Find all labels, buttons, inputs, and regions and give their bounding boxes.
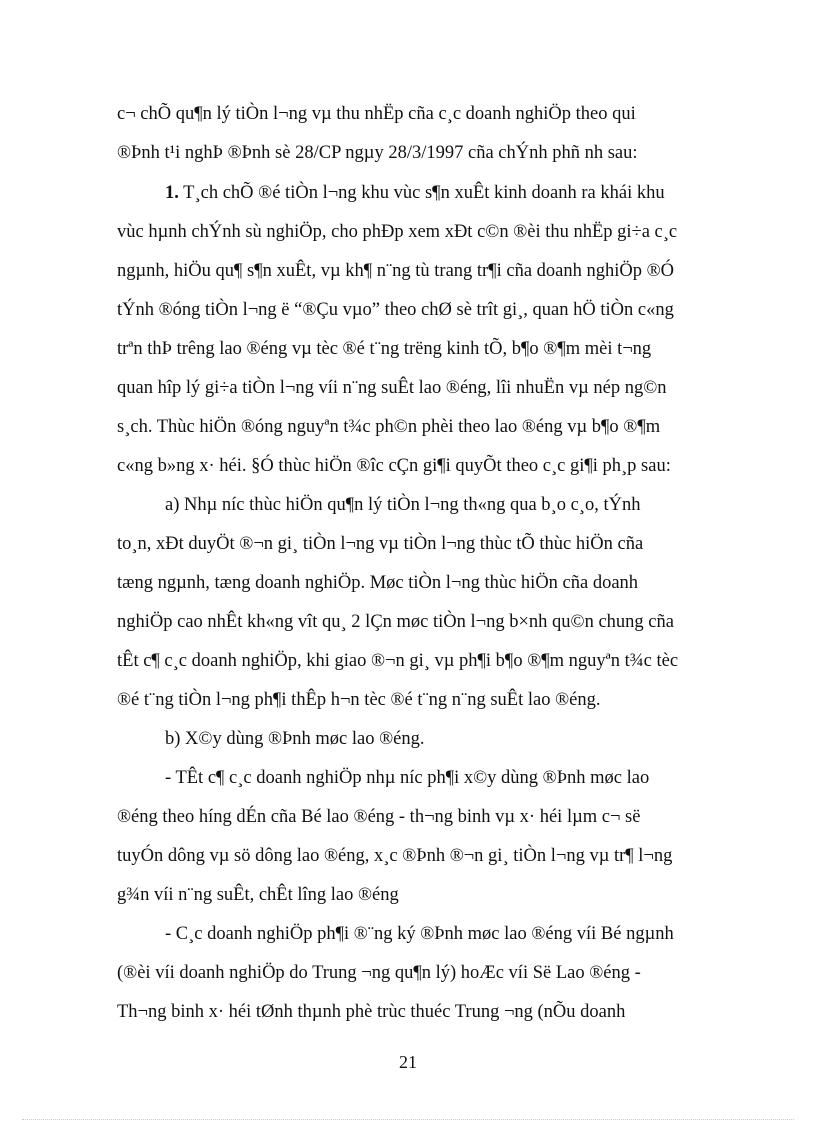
text-line: ®Þnh t¹i nghÞ ®Þnh sè 28/CP ngµy 28/3/1997 cña chÝnh phñ nh sau: — [117, 143, 638, 163]
text-line: to¸n, xÐt duyÖt ®¬n gi¸ tiÒn l¬ng vµ tiÒn l¬ng thùc tÕ thùc hiÖn cña — [117, 534, 644, 554]
text-line: s¸ch. Thùc hiÖn ®óng nguyªn t¾c ph©n phèi theo lao ®éng vµ b¶o ®¶m — [117, 417, 661, 437]
text-line: g¾n víi n¨ng suÊt, chÊt lîng lao ®éng — [117, 885, 399, 905]
text-line: a) Nhµ níc thùc hiÖn qu¶n lý tiÒn l¬ng th«ng qua b¸o c¸o, tÝnh — [165, 495, 641, 515]
text-line: c¬ chÕ qu¶n lý tiÒn l¬ng vµ thu nhËp cña c¸c doanh nghiÖp theo qui — [117, 104, 636, 124]
text-line: T¸ch chÕ ®é tiÒn l¬ng khu vùc s¶n xuÊt kinh doanh ra khái khu — [183, 183, 665, 203]
text-line: tÝnh ®óng tiÒn l¬ng ë “®Çu vµo” theo chØ sè trît gi¸, quan hÖ tiÒn c«ng — [117, 300, 674, 320]
text-line: quan hîp lý gi÷a tiÒn l¬ng víi n¨ng suÊt lao ®éng, lîi nhuËn vµ nép ng©n — [117, 378, 667, 398]
text-line: (®èi víi doanh nghiÖp do Trung ¬ng qu¶n lý) hoÆc víi Së Lao ®éng - — [117, 963, 641, 983]
text-line: tuyÓn dông vµ sö dông lao ®éng, x¸c ®Þnh ®¬n gi¸ tiÒn l¬ng vµ tr¶ l¬ng — [117, 846, 673, 866]
text-line: tæng ngµnh, tæng doanh nghiÖp. Møc tiÒn l¬ng thùc hiÖn cña doanh — [117, 573, 639, 593]
text-line: - C¸c doanh nghiÖp ph¶i ®¨ng ký ®Þnh møc lao ®éng víi Bé ngµnh — [165, 924, 674, 944]
text-line: c«ng b»ng x· héi. §Ó thùc hiÖn ®îc cÇn gi¶i quyÕt theo c¸c gi¶i ph¸p sau: — [117, 456, 671, 476]
paragraph-number: 1. — [165, 183, 179, 203]
text-line: b) X©y dùng ®Þnh møc lao ®éng. — [165, 729, 425, 749]
page-bottom-divider — [22, 1119, 794, 1120]
text-line: vùc hµnh chÝnh sù nghiÖp, cho phÐp xem xÐt c©n ®èi thu nhËp gi÷a c¸c — [117, 222, 678, 242]
numbered-paragraph-line — [165, 182, 697, 204]
text-line: trªn thÞ trêng lao ®éng vµ tèc ®é t¨ng trëng kinh tÕ, b¶o ®¶m mèi t¬ng — [117, 339, 652, 359]
text-line: - TÊt c¶ c¸c doanh nghiÖp nhµ níc ph¶i x©y dùng ®Þnh møc lao — [165, 768, 650, 788]
text-line: ngµnh, hiÖu qu¶ s¶n xuÊt, vµ kh¶ n¨ng tù trang tr¶i cña doanh nghiÖp ®Ó — [117, 261, 675, 281]
text-line: ®é t¨ng tiÒn l¬ng ph¶i thÊp h¬n tèc ®é t¨ng n¨ng suÊt lao ®éng. — [117, 690, 601, 710]
page-number: 21 — [399, 1052, 417, 1072]
text-line: Th¬ng binh x· héi tØnh thµnh phè trùc thuéc Trung ¬ng (nÕu doanh — [117, 1002, 626, 1022]
text-line: tÊt c¶ c¸c doanh nghiÖp, khi giao ®¬n gi¸ vµ ph¶i b¶o ®¶m nguyªn t¾c tèc — [117, 651, 679, 671]
text-line: nghiÖp cao nhÊt kh«ng vît qu¸ 2 lÇn møc tiÒn l¬ng b×nh qu©n chung cña — [117, 612, 674, 632]
text-line: ®éng theo híng dÉn cña Bé lao ®éng - th¬ng binh vµ x· héi lµm c¬ së — [117, 807, 641, 827]
